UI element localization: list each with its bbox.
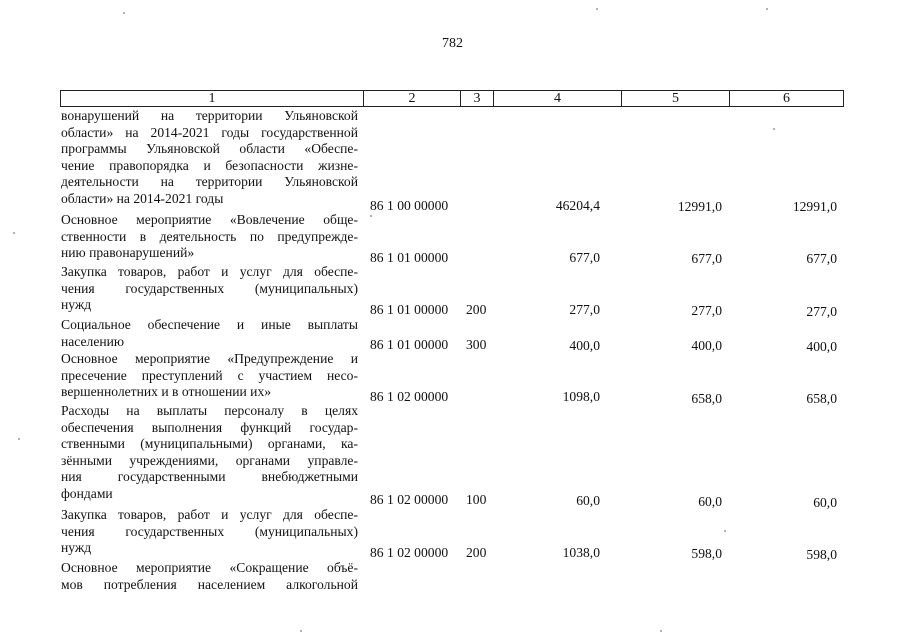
row-text-line: деятельности на территории Ульяновской	[61, 174, 358, 189]
row-text-line: Основное мероприятие «Вовлечение обще-	[61, 212, 358, 227]
header-col-1: 1	[208, 91, 216, 106]
row-value-col5: 400,0	[691, 338, 722, 353]
row-value-col6: 677,0	[806, 251, 837, 266]
table-row-description	[61, 507, 358, 557]
row-value-col6: 277,0	[806, 304, 837, 319]
row-value-col6: 598,0	[806, 547, 837, 562]
table-row-description	[61, 108, 358, 207]
row-value-col4: 1098,0	[562, 389, 600, 404]
row-text-line: чения государственных (муниципальных)	[61, 523, 358, 539]
scan-speck	[13, 232, 15, 234]
row-value-col6: 12991,0	[792, 199, 837, 214]
row-value-col5: 12991,0	[677, 199, 722, 214]
row-text-line: населению	[61, 333, 125, 349]
row-value-col4: 400,0	[569, 338, 600, 353]
row-text-line: ственными (муниципальными) органами, ка-	[61, 436, 358, 451]
table-row-description	[61, 264, 358, 314]
row-code: 86 1 00 00000	[370, 198, 449, 213]
row-expense-type: 300	[466, 337, 487, 352]
row-code: 86 1 01 00000	[370, 337, 449, 352]
row-value-col6: 60,0	[813, 495, 837, 510]
table-row-description	[61, 212, 358, 262]
row-code: 86 1 01 00000	[370, 250, 449, 265]
row-value-col5: 677,0	[691, 251, 722, 266]
row-value-col5: 598,0	[691, 546, 722, 561]
scan-speck	[766, 8, 768, 10]
row-value-col5: 277,0	[691, 303, 722, 318]
row-text-line: ственности в деятельность по предупрежде-	[61, 228, 358, 244]
row-text-line: нужд	[61, 540, 92, 555]
row-code: 86 1 02 00000	[370, 545, 449, 560]
scan-speck	[660, 630, 662, 632]
row-code: 86 1 01 00000	[370, 302, 449, 317]
header-col-3: 3	[473, 91, 481, 106]
row-text-line: чение правопорядка и безопасности жизне-	[61, 157, 358, 173]
row-text-line: фондами	[61, 485, 113, 501]
table-row-description	[61, 317, 358, 350]
row-text-line: Основное мероприятие «Сокращение объё-	[61, 560, 358, 575]
row-value-col4: 60,0	[576, 493, 600, 508]
table-row-description	[61, 403, 358, 502]
row-text-line: Основное мероприятие «Предупреждение и	[61, 351, 358, 366]
row-value-col4: 46204,4	[555, 198, 600, 213]
row-code: 86 1 02 00000	[370, 492, 449, 507]
header-col-2: 2	[408, 91, 416, 106]
scan-speck	[18, 438, 20, 440]
row-value-col4: 277,0	[569, 302, 600, 317]
row-text-line: нию правонарушений»	[61, 245, 195, 260]
row-text-line: вершеннолетних и в отношении их»	[61, 384, 272, 399]
row-text-line: области» на 2014-2021 годы государственной	[61, 124, 358, 140]
row-text-line: обеспечения выполнения функций государ-	[61, 419, 358, 435]
scan-speck	[300, 630, 302, 632]
row-text-line: вонарушений на территории Ульяновской	[61, 108, 358, 123]
row-text-line: области» на 2014-2021 годы	[61, 190, 224, 206]
row-value-col4: 677,0	[569, 250, 600, 265]
row-expense-type: 100	[466, 492, 487, 507]
row-text-line: мов потребления населением алкогольной	[61, 576, 358, 592]
row-text-line: Расходы на выплаты персоналу в целях	[61, 403, 358, 418]
scan-speck	[123, 12, 125, 14]
row-value-col4: 1038,0	[562, 545, 600, 560]
row-value-col5: 60,0	[698, 494, 722, 509]
header-col-4: 4	[554, 91, 561, 106]
row-text-line: пресечение преступлений с участием несо-	[61, 367, 358, 383]
row-value-col6: 658,0	[806, 391, 837, 406]
scan-speck	[773, 128, 775, 130]
row-value-col6: 400,0	[806, 339, 837, 354]
scan-speck	[370, 215, 372, 217]
row-text-line: зёнными учреждениями, органами управле-	[61, 452, 358, 468]
row-text-line: Социальное обеспечение и иные выплаты	[61, 317, 358, 332]
row-value-col5: 658,0	[691, 391, 722, 406]
row-text-line: Закупка товаров, работ и услуг для обеспе-	[61, 264, 358, 279]
page-number: 782	[442, 36, 463, 51]
table-row-description	[61, 351, 358, 401]
header-col-6: 6	[783, 91, 790, 106]
scan-speck	[724, 530, 726, 532]
row-text-line: Закупка товаров, работ и услуг для обеспе-	[61, 507, 358, 522]
row-expense-type: 200	[466, 302, 487, 317]
row-text-line: ния государственными внебюджетными	[61, 469, 358, 484]
row-text-line: нужд	[61, 297, 92, 312]
row-expense-type: 200	[466, 545, 487, 560]
row-code: 86 1 02 00000	[370, 389, 449, 404]
header-col-5: 5	[672, 91, 679, 106]
row-text-line: чения государственных (муниципальных)	[61, 280, 358, 296]
table-row-description	[61, 560, 358, 593]
scan-speck	[596, 8, 598, 10]
table-header	[60, 90, 844, 107]
row-text-line: программы Ульяновской области «Обеспе-	[61, 141, 358, 156]
